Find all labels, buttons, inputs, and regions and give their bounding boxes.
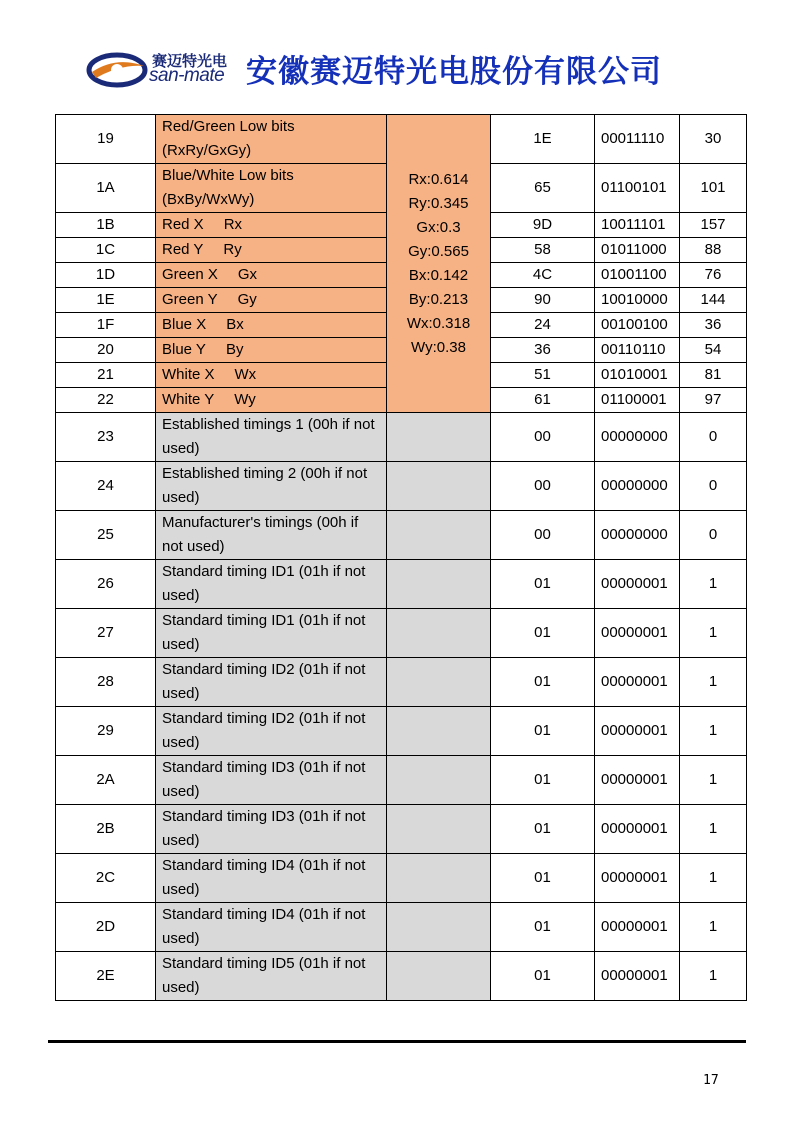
chromaticity-value: Ry:0.345 <box>408 194 469 212</box>
binary-cell: 00100100 <box>595 313 680 338</box>
hex-cell: 01 <box>491 805 595 854</box>
description-text: Blue Y <box>162 341 206 358</box>
description-cell <box>156 238 387 263</box>
decimal-cell: 144 <box>680 288 747 313</box>
value-cell <box>387 413 491 462</box>
binary-cell: 01010001 <box>595 363 680 388</box>
symbol-text: Ry <box>223 241 242 258</box>
symbol-text: Rx <box>223 216 243 233</box>
description-cell: Standard timing ID4 (01h if not used) <box>156 903 387 952</box>
description-cell: Standard timing ID3 (01h if not used) <box>156 805 387 854</box>
address-cell: 29 <box>56 707 156 756</box>
hex-cell: 00 <box>491 462 595 511</box>
decimal-cell: 76 <box>680 263 747 288</box>
binary-cell: 00000000 <box>595 413 680 462</box>
table-row <box>56 658 747 707</box>
binary-cell: 00000001 <box>595 560 680 609</box>
hex-cell: 65 <box>491 164 595 213</box>
address-cell: 1E <box>56 288 156 313</box>
symbol-text: Bx <box>226 316 244 333</box>
address-cell: 21 <box>56 363 156 388</box>
hex-cell: 01 <box>491 854 595 903</box>
hex-cell: 36 <box>491 338 595 363</box>
decimal-cell: 1 <box>680 609 747 658</box>
table-row <box>56 805 747 854</box>
description-cell <box>156 388 387 413</box>
description-cell: Established timing 2 (00h if not used) <box>156 462 387 511</box>
description-cell: Standard timing ID1 (01h if not used) <box>156 609 387 658</box>
address-cell: 27 <box>56 609 156 658</box>
symbol-text: Gx <box>237 266 258 283</box>
decimal-cell: 1 <box>680 952 747 1001</box>
address-cell: 20 <box>56 338 156 363</box>
description-cell: Standard timing ID4 (01h if not used) <box>156 854 387 903</box>
symbol-text: By <box>225 341 244 358</box>
chromaticity-values-cell <box>387 115 491 413</box>
address-cell: 25 <box>56 511 156 560</box>
table-row <box>56 462 747 511</box>
hex-cell: 01 <box>491 903 595 952</box>
value-cell <box>387 756 491 805</box>
binary-cell: 10011101 <box>595 213 680 238</box>
logo-english-text: san-mate <box>149 65 225 86</box>
binary-cell: 00000001 <box>595 952 680 1001</box>
description-cell: Established timings 1 (00h if not used) <box>156 413 387 462</box>
binary-cell: 01011000 <box>595 238 680 263</box>
footer-divider <box>48 1040 746 1043</box>
logo-chinese-text: 赛迈特光电 <box>152 52 228 70</box>
decimal-cell: 0 <box>680 413 747 462</box>
edid-table <box>55 114 747 1001</box>
description-cell: Manufacturer's timings (00h if not used) <box>156 511 387 560</box>
value-cell <box>387 511 491 560</box>
binary-cell: 10010000 <box>595 288 680 313</box>
table-row <box>56 854 747 903</box>
decimal-cell: 1 <box>680 903 747 952</box>
table-row <box>56 115 747 164</box>
hex-cell: 24 <box>491 313 595 338</box>
table-row <box>56 952 747 1001</box>
address-cell: 2D <box>56 903 156 952</box>
company-name: 安徽赛迈特光电股份有限公司 <box>246 54 662 90</box>
description-text: White X <box>162 366 215 383</box>
description-cell <box>156 263 387 288</box>
hex-cell: 4C <box>491 263 595 288</box>
description-text: Red X <box>162 216 204 233</box>
binary-cell: 00011110 <box>595 115 680 164</box>
hex-cell: 58 <box>491 238 595 263</box>
binary-cell: 00000001 <box>595 658 680 707</box>
binary-cell: 01001100 <box>595 263 680 288</box>
decimal-cell: 101 <box>680 164 747 213</box>
decimal-cell: 30 <box>680 115 747 164</box>
address-cell: 1F <box>56 313 156 338</box>
chromaticity-value: Bx:0.142 <box>408 266 469 284</box>
description-cell: Red/Green Low bits (RxRy/GxGy) <box>156 115 387 164</box>
description-text: Green Y <box>162 291 218 308</box>
description-text: Green X <box>162 266 218 283</box>
value-cell <box>387 658 491 707</box>
chromaticity-value: Gy:0.565 <box>408 242 469 260</box>
decimal-cell: 1 <box>680 707 747 756</box>
address-cell: 26 <box>56 560 156 609</box>
hex-cell: 1E <box>491 115 595 164</box>
binary-cell: 01100001 <box>595 388 680 413</box>
san-mate-logo-icon <box>86 48 148 90</box>
decimal-cell: 1 <box>680 658 747 707</box>
hex-cell: 00 <box>491 511 595 560</box>
binary-cell: 00000001 <box>595 854 680 903</box>
decimal-cell: 81 <box>680 363 747 388</box>
value-cell <box>387 952 491 1001</box>
binary-cell: 00000000 <box>595 511 680 560</box>
address-cell: 2E <box>56 952 156 1001</box>
address-cell: 24 <box>56 462 156 511</box>
address-cell: 1D <box>56 263 156 288</box>
address-cell: 1A <box>56 164 156 213</box>
table-row <box>56 903 747 952</box>
binary-cell: 01100101 <box>595 164 680 213</box>
description-cell <box>156 363 387 388</box>
binary-cell: 00000001 <box>595 609 680 658</box>
decimal-cell: 88 <box>680 238 747 263</box>
hex-cell: 00 <box>491 413 595 462</box>
address-cell: 28 <box>56 658 156 707</box>
symbol-text: Wy <box>234 391 256 408</box>
page-number: 17 <box>703 1073 719 1088</box>
chromaticity-value: Wx:0.318 <box>406 314 471 332</box>
table-row <box>56 707 747 756</box>
address-cell: 2B <box>56 805 156 854</box>
address-cell: 22 <box>56 388 156 413</box>
address-cell: 19 <box>56 115 156 164</box>
binary-cell: 00000000 <box>595 462 680 511</box>
description-cell <box>156 213 387 238</box>
address-cell: 1B <box>56 213 156 238</box>
description-cell <box>156 313 387 338</box>
binary-cell: 00000001 <box>595 903 680 952</box>
decimal-cell: 36 <box>680 313 747 338</box>
value-cell <box>387 854 491 903</box>
description-text: White Y <box>162 391 215 408</box>
value-cell <box>387 707 491 756</box>
hex-cell: 9D <box>491 213 595 238</box>
chromaticity-value: Rx:0.614 <box>408 170 469 188</box>
value-cell <box>387 903 491 952</box>
description-cell: Blue/White Low bits (BxBy/WxWy) <box>156 164 387 213</box>
table-row <box>56 560 747 609</box>
decimal-cell: 54 <box>680 338 747 363</box>
description-cell: Standard timing ID5 (01h if not used) <box>156 952 387 1001</box>
description-cell: Standard timing ID1 (01h if not used) <box>156 560 387 609</box>
decimal-cell: 0 <box>680 462 747 511</box>
address-cell: 2A <box>56 756 156 805</box>
description-text: Red Y <box>162 241 204 258</box>
page-header <box>86 44 726 94</box>
hex-cell: 01 <box>491 707 595 756</box>
binary-cell: 00000001 <box>595 707 680 756</box>
address-cell: 1C <box>56 238 156 263</box>
binary-cell: 00000001 <box>595 756 680 805</box>
decimal-cell: 1 <box>680 560 747 609</box>
address-cell: 2C <box>56 854 156 903</box>
symbol-text: Wx <box>234 366 257 383</box>
value-cell <box>387 462 491 511</box>
decimal-cell: 97 <box>680 388 747 413</box>
description-cell: Standard timing ID3 (01h if not used) <box>156 756 387 805</box>
hex-cell: 51 <box>491 363 595 388</box>
chromaticity-value: Gx:0.3 <box>416 218 461 236</box>
decimal-cell: 1 <box>680 756 747 805</box>
table-row <box>56 511 747 560</box>
hex-cell: 01 <box>491 609 595 658</box>
decimal-cell: 0 <box>680 511 747 560</box>
chromaticity-value: By:0.213 <box>408 290 469 308</box>
hex-cell: 01 <box>491 658 595 707</box>
hex-cell: 01 <box>491 560 595 609</box>
hex-cell: 90 <box>491 288 595 313</box>
binary-cell: 00000001 <box>595 805 680 854</box>
hex-cell: 01 <box>491 756 595 805</box>
description-text: Blue X <box>162 316 207 333</box>
description-cell <box>156 288 387 313</box>
address-cell: 23 <box>56 413 156 462</box>
decimal-cell: 157 <box>680 213 747 238</box>
hex-cell: 01 <box>491 952 595 1001</box>
chromaticity-value: Wy:0.38 <box>411 338 466 356</box>
decimal-cell: 1 <box>680 854 747 903</box>
description-cell: Standard timing ID2 (01h if not used) <box>156 707 387 756</box>
value-cell <box>387 805 491 854</box>
description-cell: Standard timing ID2 (01h if not used) <box>156 658 387 707</box>
symbol-text: Gy <box>237 291 257 308</box>
value-cell <box>387 560 491 609</box>
value-cell <box>387 609 491 658</box>
description-cell <box>156 338 387 363</box>
decimal-cell: 1 <box>680 805 747 854</box>
table-row <box>56 756 747 805</box>
table-row <box>56 413 747 462</box>
hex-cell: 61 <box>491 388 595 413</box>
table-row <box>56 609 747 658</box>
binary-cell: 00110110 <box>595 338 680 363</box>
